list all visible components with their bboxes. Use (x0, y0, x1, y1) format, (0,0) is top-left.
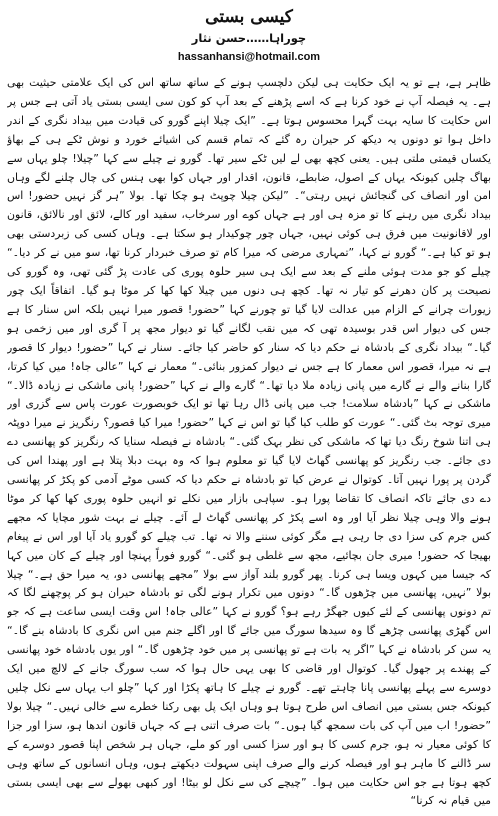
article-header (0, 0, 498, 72)
column-author-line: چوراہا……حسن نثار (191, 31, 307, 45)
article-body (7, 74, 491, 812)
author-email: hassanhansi@hotmail.com (177, 51, 321, 63)
article-paragraph: ظاہر ہے، ہے تو یہ ایک حکایت ہی لیکن دلچسپ ہونے کے ساتھ ساتھ اس کی ایک علامتی حیثیت بھی ہے۔ یہ فیصلہ آپ نے خود کرنا ہے کہ اسے پڑھنے کے بعد آپ کو کون سی ایسی بستی یاد آتی ہے جس پر اس حکایت کا سایہ بہت گہرا محسوس ہوتا ہے۔ ”ایک چیلا اپنے گورو کی قیادت میں بیداد نگری کے اندر داخل ہوا تو دونوں یہ دیکھ کر حیران رہ گئے کہ تمام قسم کی اشیائے خورد و نوش ٹکے ہی کے بھاؤ یکساں قیمتی ملتی ہیں۔ یعنی کچھ بھی لے لیں ٹکے سیر تھا۔ گورو نے چیلے سے کہا ”چیلا! چلو یہاں سے بھاگ چلیں کیونکہ یہاں کے اصول، ضابطے، قانون، اقدار اور جہاں کوا بھی ہنس کی چال چلنے لگے وہاں امن اور انصاف کی گنجائش نہیں رہتی“۔ ”لیکن چیلا چوپٹ ہو چکا تھا۔ بولا ”ہر گز نہیں حضور! اس بیداد نگری میں رہنے کا تو مزہ ہی اور ہے جہاں کوے اور سرخاب، سفید اور کالے، لائق اور نالائق، قانون اور لاقانونیت میں فرق ہی کوئی نہیں، جہاں چور چوکیدار ہو سکتا ہے۔ وہاں کسی کی زبردستی بھی ہو تو کیا ہے۔“ گورو نے کہا، ”تمہاری مرضی کہ میرا کام تو صرف خبردار کرنا تھا، سو میں نے کر دیا۔“ چیلے کو جو مدت ہوئی ملنے کے بعد سے ایک ہی سیر حلوہ پوری کی عادت پڑ گئی تھی، وہ گورو کی نصیحت پر کان دھرنے کو تیار نہ تھا۔ کچھ ہی دنوں میں چیلا کھا کھا کر موٹا ہو گیا۔ اتفاقاً ایک چور زیورات چرانے کے الزام میں عدالت لایا گیا تو چورنے کہا ”حضور! قصور میرا نہیں بلکہ اس سنار کا ہے جس کی دیوار اس قدر بوسیدہ تھی کہ میں نقب لگانے گیا تو دیوار مجھ پر آ گری اور میں زخمی ہو گیا۔“ بیداد نگری کے بادشاہ نے حکم دیا کہ سنار کو حاضر کیا جائے۔ سنار نے کہا ”حضور! دیوار کا قصور ہے نہ میرا، قصور اس معمار کا ہے جس نے دیوار کمزور بنائی۔“ معمار نے کہا ”عالی جاہ! میں کیا کرتا، گارا بنانے والے نے گارے میں پانی زیادہ ملا دیا تھا۔“ گارے والے نے کہا ”حضور! پانی ماشکی نے زیادہ ڈالا۔“ ماشکی نے کہا ”بادشاہ سلامت! جب میں پانی ڈال رہا تھا تو ایک خوبصورت عورت پاس سے گزری اور میری توجہ بٹ گئی۔“ عورت کو طلب کیا گیا تو اس نے کہا ”حضور! میرا کیا قصور؟ رنگریز نے میرا دوپٹہ ہی اتنا شوخ رنگ دیا تھا کہ ماشکی کی نظر بہک گئی۔“ بادشاہ نے فیصلہ سنایا کہ رنگریز کو پھانسی دے دی جائے۔ جب رنگریز کو پھانسی گھاٹ لایا گیا تو معلوم ہوا کہ وہ بہت دبلا پتلا ہے اور پھندا اس کی گردن پر پورا نہیں آتا۔ کوتوال نے عرض کیا تو بادشاہ نے حکم دیا کہ کسی موٹے آدمی کو پکڑ کر پھانسی دے دی جائے تاکہ انصاف کا تقاضا پورا ہو۔ سپاہی بازار میں نکلے تو انہیں حلوہ پوری کھا کھا کر موٹا ہونے والا وہی چیلا نظر آیا اور وہ اسے پکڑ کر پھانسی گھاٹ لے آئے۔ چیلے نے بہت شور مچایا کہ مجھے کس جرم کی سزا دی جا رہی ہے مگر کوئی سننے والا نہ تھا۔ تب چیلے کو گورو یاد آیا اور اس نے پیغام بھیجا کہ حضور! میری جان بچائیے، مجھ سے غلطی ہو گئی۔“ گورو فوراً پہنچا اور چیلے کے کان میں کہا کہ جیسا میں کہوں ویسا ہی کرنا۔ پھر گورو بلند آواز سے بولا ”مجھے پھانسی دو، یہ میرا حق ہے۔“ چیلا بولا ”نہیں، پھانسی میں چڑھوں گا۔“ دونوں میں تکرار ہونے لگی تو بادشاہ حیران ہو کر پوچھنے لگا کہ تم دونوں پھانسی کے لئے کیوں جھگڑ رہے ہو؟ گورو نے کہا ”عالی جاہ! اس وقت ایسی ساعت ہے کہ جو اس گھڑی پھانسی چڑھے گا وہ سیدھا سورگ میں جائے گا اور اگلے جنم میں اس نگری کا بادشاہ بنے گا۔“ یہ سن کر بادشاہ نے کہا ”اگر یہ بات ہے تو پھانسی پر میں خود چڑھوں گا۔“ اور یوں بادشاہ خود پھانسی کے پھندے پر جھول گیا۔ کوتوال اور قاضی کا بھی یہی حال ہوا کہ سب سورگ جانے کے لالچ میں ایک دوسرے سے پہلے پھانسی پانا چاہتے تھے۔ گورو نے چیلے کا ہاتھ پکڑا اور کہا ”چلو اب یہاں سے نکل چلیں کیونکہ جس بستی میں انصاف اس طرح ہوتا ہو وہاں ایک پل بھی رکنا خطرے سے خالی نہیں۔“ چیلا بولا ”حضور! اب میں آپ کی بات سمجھ گیا ہوں۔“ بات صرف اتنی ہے کہ جہاں قانون اندھا ہو، سزا اور جزا کا کوئی معیار نہ ہو، جرم کسی کا ہو اور سزا کسی اور کو ملے، جہاں ہر شخص اپنا قصور دوسرے کے سر ڈالنے کا ماہر ہو اور فیصلہ کرنے والے صرف اپنی سہولت دیکھتے ہوں، وہاں انسانوں کے ساتھ وہی کچھ ہوتا ہے جو اس حکایت میں ہوا۔ ”چیچے کی سے نکل لو بیٹا! اور کبھی بھولے سے بھی ایسی بستی میں قیام نہ کرنا“ (7, 76, 491, 808)
article-title: کیسی بستی (205, 7, 293, 27)
